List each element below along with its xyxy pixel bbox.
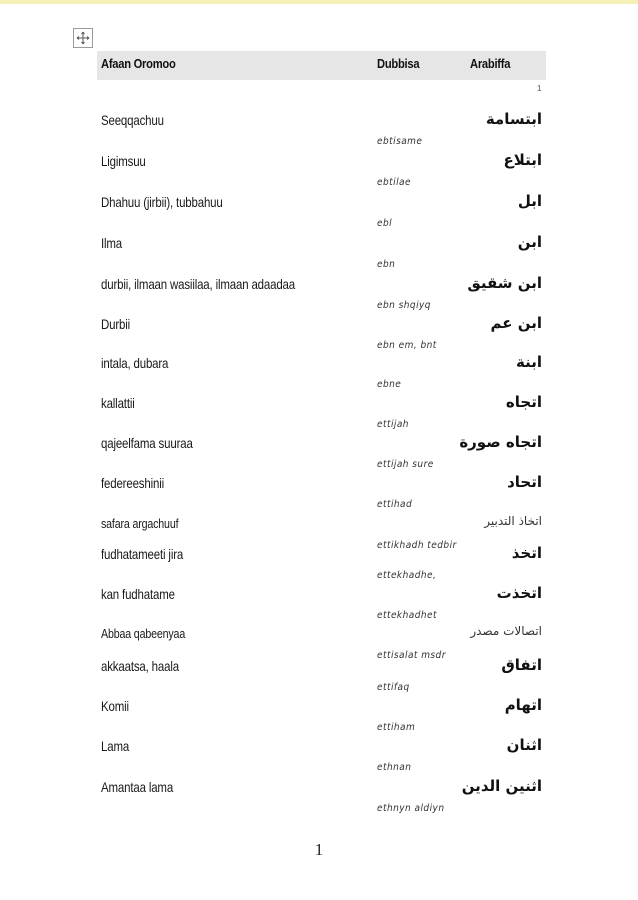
oromo-term: fudhatameeti jira xyxy=(101,546,184,562)
pronunciation-text: ebl xyxy=(377,218,393,229)
oromo-term: Durbii xyxy=(101,316,131,332)
pronunciation-text: ebtisame xyxy=(377,136,423,147)
oromo-term: safara argachuuf xyxy=(101,516,179,531)
column-header-arabiffa: Arabiffa xyxy=(470,56,511,71)
oromo-term: kallattii xyxy=(101,395,135,411)
table-header-row xyxy=(97,51,546,80)
pronunciation-text: ettekhadhe, xyxy=(377,570,437,581)
pronunciation-text: ettisalat msdr xyxy=(377,650,446,661)
oromo-term: Seeqqachuu xyxy=(101,112,164,128)
oromo-term: Amantaa lama xyxy=(101,779,174,795)
pronunciation-text: ettekhadhet xyxy=(377,610,438,621)
arabic-term: اتخذ xyxy=(511,544,542,562)
table-move-handle-icon[interactable] xyxy=(73,28,93,48)
arabic-term: ابنة xyxy=(516,353,542,371)
pronunciation-text: ettifaq xyxy=(377,682,410,693)
pronunciation-text: ebn xyxy=(377,259,396,270)
arabic-term: اتخذت xyxy=(496,584,542,602)
arabic-term: ابل xyxy=(517,192,542,210)
oromo-term: Dhahuu (jirbii), tubbahuu xyxy=(101,194,223,210)
pronunciation-text: ebn em, bnt xyxy=(377,340,437,351)
arabic-term: اثنان xyxy=(506,736,542,754)
arabic-term: ابن xyxy=(517,233,542,251)
arabic-term: اتفاق xyxy=(501,656,542,674)
pronunciation-text: ethnyn aldiyn xyxy=(377,803,445,814)
pronunciation-text: ethnan xyxy=(377,762,412,773)
footnote-marker: 1 xyxy=(537,84,542,93)
oromo-term: akkaatsa, haala xyxy=(101,658,179,674)
oromo-term: kan fudhatame xyxy=(101,586,175,602)
arabic-term: ابتسامة xyxy=(485,110,542,128)
arabic-term: اتجاه صورة xyxy=(459,433,542,451)
arabic-term: ابن عم xyxy=(490,314,542,332)
pronunciation-text: ettihad xyxy=(377,499,413,510)
column-header-dubbisa: Dubbisa xyxy=(377,56,420,71)
oromo-term: Ilma xyxy=(101,235,123,251)
oromo-term: intala, dubara xyxy=(101,355,169,371)
pronunciation-text: ebne xyxy=(377,379,402,390)
pronunciation-text: ettijah sure xyxy=(377,459,434,470)
oromo-term: Komii xyxy=(101,698,129,714)
column-header-oromo: Afaan Oromoo xyxy=(101,56,176,71)
pronunciation-text: ebn shqiyq xyxy=(377,300,431,311)
oromo-term: durbii, ilmaan wasiilaa, ilmaan adaadaa xyxy=(101,276,295,292)
pronunciation-text: ebtilae xyxy=(377,177,411,188)
arabic-term: اتصالات مصدر xyxy=(470,624,542,638)
pronunciation-text: ettikhadh tedbir xyxy=(377,540,457,551)
oromo-term: Ligimsuu xyxy=(101,153,146,169)
arabic-term: ابتلاع xyxy=(503,151,542,169)
pronunciation-text: ettiham xyxy=(377,722,416,733)
oromo-term: Lama xyxy=(101,738,130,754)
arabic-term: اثنين الدين xyxy=(461,777,542,795)
arabic-term: ابن شقيق xyxy=(467,274,542,292)
arabic-term: اتحاد xyxy=(507,473,542,491)
oromo-term: Abbaa qabeenyaa xyxy=(101,626,186,641)
oromo-term: qajeelfama suuraa xyxy=(101,435,193,451)
pronunciation-text: ettijah xyxy=(377,419,409,430)
arabic-term: اتجاه xyxy=(505,393,542,411)
page-number: 1 xyxy=(314,840,324,859)
arabic-term: اتخاذ التدبير xyxy=(484,514,542,528)
arabic-term: اتهام xyxy=(504,696,542,714)
oromo-term: federeeshinii xyxy=(101,475,164,491)
